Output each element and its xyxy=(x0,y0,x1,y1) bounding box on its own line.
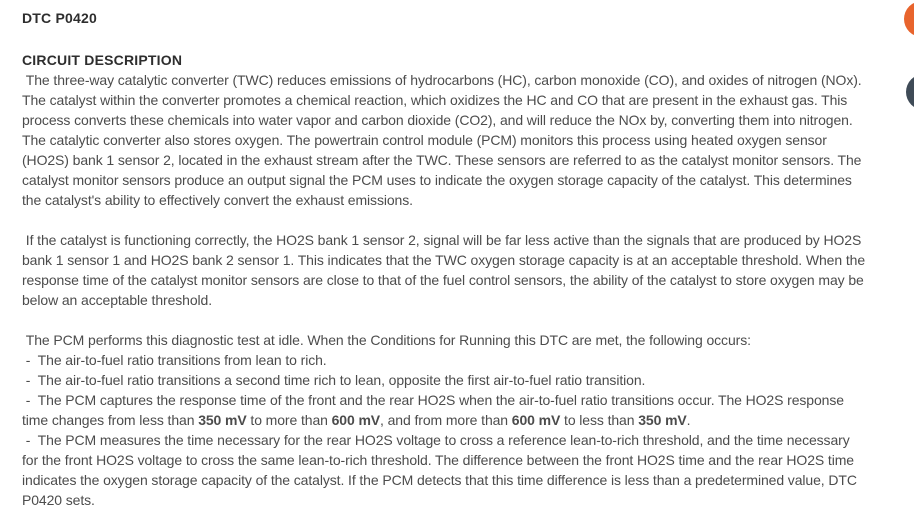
text-segment: , and from more than xyxy=(380,412,512,428)
bullet-lean-to-rich xyxy=(22,350,867,370)
section-heading: CIRCUIT DESCRIPTION xyxy=(22,52,183,68)
text-segment: 600 mV xyxy=(331,412,381,428)
text-segment: . xyxy=(686,412,691,428)
text-segment: The PCM performs this diagnostic test at idle. When the Conditions for Running this DTC are met, the following occurs: xyxy=(22,332,751,348)
text-segment: - The air-to-fuel ratio transitions from lean to rich. xyxy=(22,352,327,368)
text-segment: 350 mV xyxy=(198,412,247,428)
diagnostic-test-intro xyxy=(22,330,867,350)
text-segment: - The PCM measures the time necessary for the rear HO2S voltage to cross a reference lean-to-rich threshold, and the time necessary for the front HO2S voltage to cross the same lean-to-rich threshold. The difference between the front HO2S time and the rear HO2S time indicates the oxygen storage capacity of the catalyst. If the PCM detects that this time difference is less than a predetermined value, DTC P0420 sets. xyxy=(22,432,861,508)
bullet-rich-to-lean xyxy=(22,370,867,390)
document-content xyxy=(22,8,867,510)
text-segment: to less than xyxy=(560,412,639,428)
text-segment: - The air-to-fuel ratio transitions a second time rich to lean, opposite the first air-to-fuel ratio transition. xyxy=(22,372,646,388)
bullet-response-time xyxy=(22,390,867,430)
circuit-description-paragraph-2 xyxy=(22,230,867,310)
paragraph-container xyxy=(22,70,867,510)
text-segment: The three-way catalytic converter (TWC) reduces emissions of hydrocarbons (HC), carbon monoxide (CO), and oxides of nitrogen (NOx). The catalyst within the converter promotes a chemical reaction, which oxidizes the HC and CO that are present in the exhaust gas. This process converts these chemicals into water vapor and carbon dioxide (CO2), and will reduce the NOx by, converting them into nitrogen. The catalytic converter also stores oxygen. The powertrain control module (PCM) monitors this process using heated oxygen sensor (HO2S) bank 1 sensor 2, located in the exhaust stream after the TWC. These sensors are referred to as the catalyst monitor sensors. The catalyst monitor sensors produce an output signal the PCM uses to indicate the oxygen storage capacity of the catalyst. This determines the catalyst's ability to effectively convert the exhaust emissions. xyxy=(22,72,866,208)
text-segment: to more than xyxy=(246,412,332,428)
fab-bottom-button[interactable] xyxy=(906,74,914,110)
dtc-title: DTC P0420 xyxy=(22,10,97,26)
fab-top-button[interactable] xyxy=(904,1,914,37)
text-segment: 350 mV xyxy=(638,412,687,428)
circuit-description-paragraph-1 xyxy=(22,70,867,210)
text-segment: If the catalyst is functioning correctly, the HO2S bank 1 sensor 2, signal will be far less active than the signals that are produced by HO2S bank 1 sensor 1 and HO2S bank 2 sensor 1. This indicates that the TWC oxygen storage capacity is at an acceptable threshold. When the response time of the catalyst monitor sensors are close to that of the fuel control sensors, the ability of the catalyst to store oxygen may be below an acceptable threshold. xyxy=(22,232,869,308)
text-segment: - The PCM captures the response time of the front and the rear HO2S when the air-to-fuel ratio transitions occur. The HO2S response time changes from less than xyxy=(22,392,848,428)
text-segment: 600 mV xyxy=(511,412,561,428)
bullet-time-measurement xyxy=(22,430,867,510)
